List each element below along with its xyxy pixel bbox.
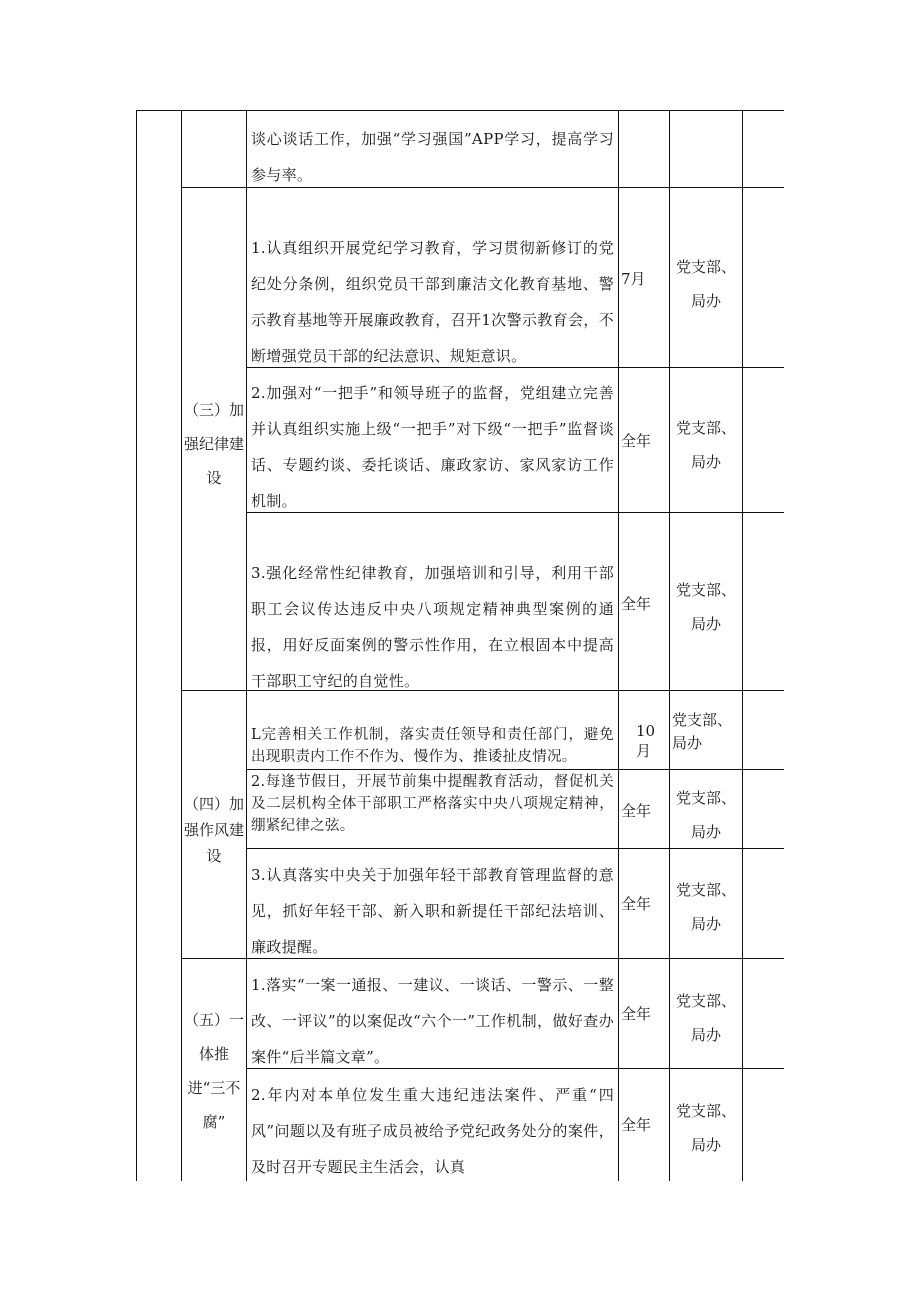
responsible-cell: 党支部、局办	[675, 419, 736, 471]
column-divider	[742, 110, 743, 1181]
task-content-cell: 1.认真组织开展党纪学习教育，学习贯彻新修订的党纪处分条例，组织党员干部到廉洁文化教育基地、警示教育基地等开展廉政教育，召开1次警示教育会，不断增强党员干部的纪法意识、规矩意识。	[251, 239, 614, 365]
time-cell: 全年	[621, 895, 652, 913]
task-content-cell: 3.认真落实中央关于加强年轻干部教育管理监督的意见，抓好年轻干部、新入职和新提任干部纪法培训、廉政提醒。	[251, 866, 614, 956]
task-content-cell: 谈心谈话工作，加强“学习强国”APP学习，提高学习参与率。	[251, 130, 614, 184]
time-cell: 全年	[621, 432, 652, 450]
task-content-cell: 2.每逢节假日，开展节前集中提醒教育活动，督促机关及二层机构全体干部职工严格落实中央八项规定精神，绷紧纪律之弦。	[251, 774, 614, 834]
task-content-cell: 1.落实“一案一通报、一建议、一谈话、一警示、一整改、一评议”的以案促改“六个一”工作机制，做好查办案件“后半篇文章”。	[251, 976, 614, 1066]
table-left-border	[136, 110, 137, 1181]
task-content-cell: 2.年内对本单位发生重大违纪违法案件、严重“四风”问题以及有班子成员被给予党纪政务处分的案件，及时召开专题民主生活会，认真	[251, 1086, 614, 1176]
category-cell: （三）加强纪律建设	[183, 401, 244, 487]
responsible-cell: 党支部、局办	[675, 789, 736, 841]
time-cell: 全年	[621, 802, 652, 820]
responsible-cell: 党支部、局办	[675, 1102, 736, 1154]
responsible-cell: 党支部、局办	[672, 711, 733, 752]
task-content-cell: 2.加强对“一把手”和领导班子的监督，党组建立完善并认真组织实施上级“一把手”对下级“一把手”监督谈话、专题约谈、委托谈话、廉政家访、家风家访工作机制。	[251, 384, 614, 510]
task-content-cell: L完善相关工作机制，落实责任领导和责任部门，避免出现职责内工作不作为、慢作为、推诿扯皮情况。	[251, 727, 614, 765]
time-cell: 全年	[621, 1116, 652, 1134]
responsible-cell: 党支部、局办	[675, 581, 736, 633]
responsible-cell: 党支部、局办	[675, 258, 736, 310]
task-content-cell: 3.强化经常性纪律教育，加强培训和引导，利用干部职工会议传达违反中央八项规定精神典型案例的通报，用好反面案例的警示性作用，在立根固本中提高干部职工守纪的自觉性。	[251, 564, 614, 690]
category-cell: （四）加强作风建设	[183, 795, 244, 865]
row-divider	[246, 769, 784, 770]
time-cell: 10月	[636, 722, 656, 760]
time-cell: 全年	[621, 595, 652, 613]
time-cell: 全年	[621, 1005, 652, 1023]
time-cell: 7月	[621, 270, 646, 288]
table-top-border	[136, 110, 784, 111]
category-cell: （五）一体推进“三不腐”	[183, 1011, 244, 1131]
responsible-cell: 党支部、局办	[675, 992, 736, 1044]
responsible-cell: 党支部、局办	[675, 881, 736, 933]
